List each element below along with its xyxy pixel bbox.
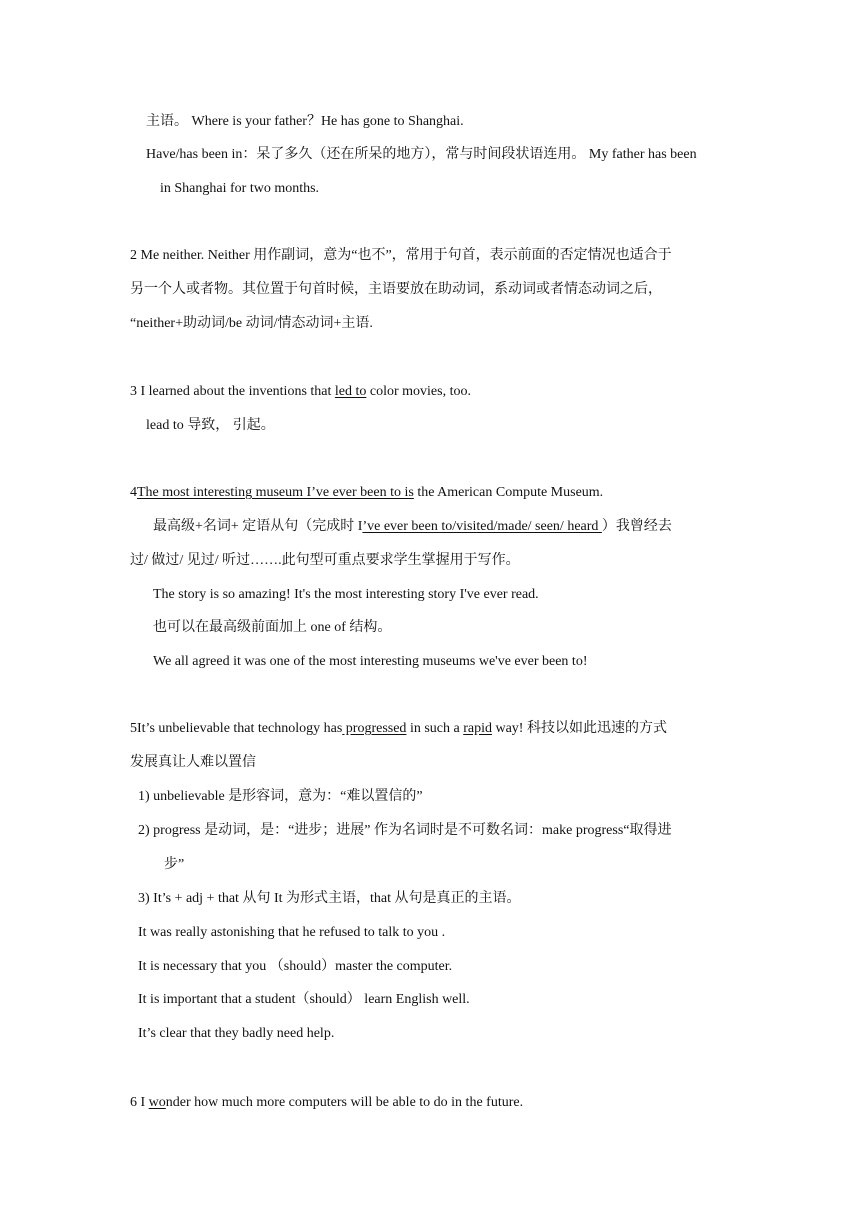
item-2-heading: 2 Me neither. Neither 用作副词，意为“也不”，常用于句首，表示前面的否定情况也适合于 xyxy=(130,248,672,263)
example-sentence: We all agreed it was one of the most interesting museums we've ever been to! xyxy=(153,654,588,669)
text-line: 过/ 做过/ 见过/ 听过…….此句型可重点要求学生掌握用于写作。 xyxy=(130,553,520,568)
text-line: 另一个人或者物。其位置于句首时候，主语要放在助动词，系动词或者情态动词之后， xyxy=(130,282,662,297)
text-line: 最高级+名词+ 定语从句（完成时 I’ve ever been to/visited/made/ seen/ heard ）我曾经去 xyxy=(153,519,672,534)
list-item: 3) It’s + adj + that 从句 It 为形式主语，that 从句是真正的主语。 xyxy=(138,891,521,906)
example-sentence: It’s clear that they badly need help. xyxy=(138,1026,335,1041)
text-line: Have/has been in：呆了多久（还在所呆的地方），常与时间段状语连用。 My father has been xyxy=(146,147,697,162)
example-sentence: It is necessary that you （should）master the computer. xyxy=(138,959,453,974)
example-sentence: It is important that a student（should） learn English well. xyxy=(138,992,470,1007)
text-line: 步” xyxy=(164,857,185,872)
underlined-phrase: led to xyxy=(334,384,367,399)
item-4-heading: 4The most interesting museum I’ve ever been to is the American Compute Museum. xyxy=(130,485,604,500)
text-line: 主语。 Where is your father？He has gone to Shanghai. xyxy=(146,114,464,129)
example-sentence: The story is so amazing! It's the most interesting story I've ever read. xyxy=(153,587,539,602)
list-item: 2) progress 是动词，是：“进步；进展” 作为名词时是不可数名词：make progress“取得进 xyxy=(138,823,672,838)
underlined-phrase: The most interesting museum I’ve ever been to is xyxy=(137,485,414,500)
text-line: 也可以在最高级前面加上 one of 结构。 xyxy=(153,620,392,635)
item-5-heading: 5It’s unbelievable that technology has progressed in such a rapid way! 科技以如此迅速的方式 xyxy=(130,721,667,736)
text-line: “neither+助动词/be 动词/情态动词+主语. xyxy=(130,316,373,331)
underlined-phrase: ’ve ever been to/visited/made/ seen/ heard xyxy=(362,519,602,534)
example-sentence: It was really astonishing that he refused to talk to you . xyxy=(138,925,446,940)
list-item: 1) unbelievable 是形容词，意为：“难以置信的” xyxy=(138,789,423,804)
item-6-heading: 6 I wonder how much more computers will be able to do in the future. xyxy=(130,1095,524,1110)
text-line: in Shanghai for two months. xyxy=(160,181,320,196)
underlined-phrase: rapid xyxy=(463,721,492,736)
text-line: lead to 导致， 引起。 xyxy=(146,418,275,433)
underlined-phrase: progressed xyxy=(342,721,407,736)
item-3-heading: 3 I learned about the inventions that led to color movies, too. xyxy=(130,384,471,399)
underlined-phrase: wo xyxy=(148,1095,166,1110)
text-line: 发展真让人难以置信 xyxy=(130,755,256,770)
